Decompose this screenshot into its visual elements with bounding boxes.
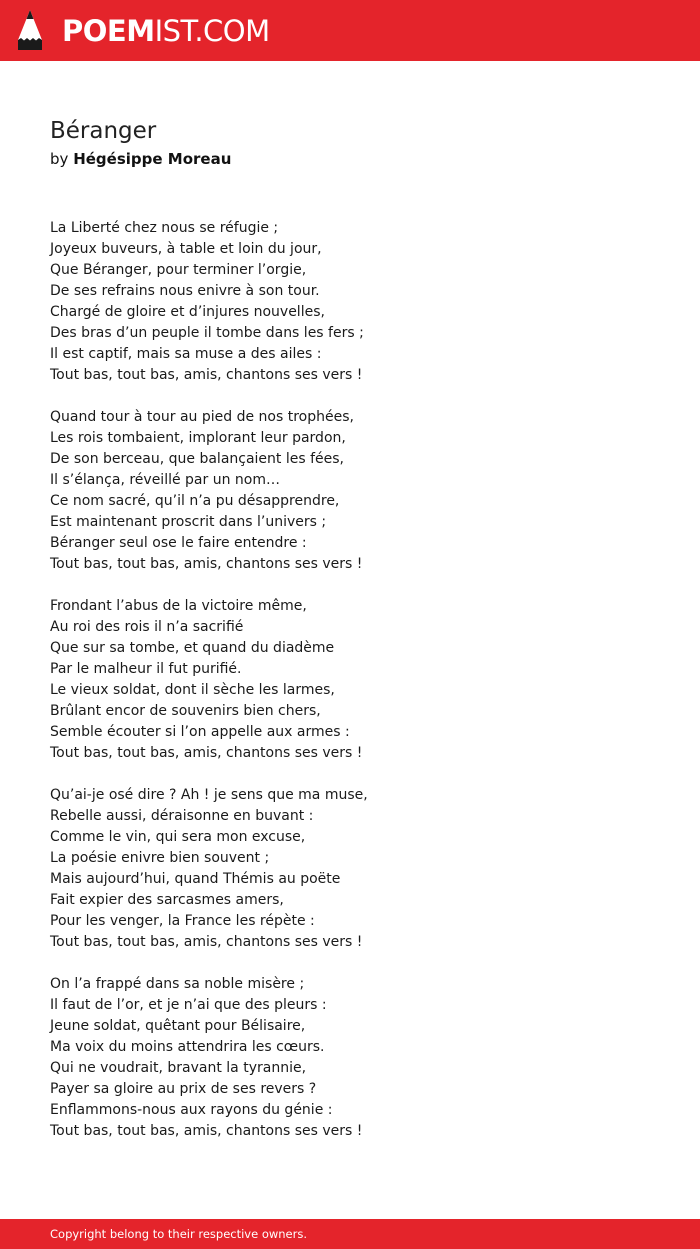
poem-line: Qu’ai-je osé dire ? Ah ! je sens que ma muse, [50, 787, 368, 803]
poem-line: Tout bas, tout bas, amis, chantons ses vers ! [50, 1123, 363, 1139]
poem-byline [50, 148, 231, 170]
poem-line: Le vieux soldat, dont il sèche les larmes, [50, 682, 335, 698]
poem-line: Ce nom sacré, qu’il n’a pu désapprendre, [50, 493, 340, 509]
poem-author: Hégésippe Moreau [73, 150, 232, 168]
poem-line: Semble écouter si l’on appelle aux armes : [50, 724, 350, 740]
stanza [50, 785, 650, 953]
poem-line: Payer sa gloire au prix de ses revers ? [50, 1081, 317, 1097]
poem-line: Tout bas, tout bas, amis, chantons ses vers ! [50, 556, 363, 572]
poem-line: Joyeux buveurs, à table et loin du jour, [50, 241, 322, 257]
poem-line: On l’a frappé dans sa noble misère ; [50, 976, 305, 992]
poem-line: Béranger seul ose le faire entendre : [50, 535, 307, 551]
poem-line: La poésie enivre bien souvent ; [50, 850, 270, 866]
poem-line: De son berceau, que balançaient les fées, [50, 451, 345, 467]
stanza [50, 407, 650, 575]
poem-line: Que Béranger, pour terminer l’orgie, [50, 262, 307, 278]
poem-line: Il s’élança, réveillé par un nom… [50, 472, 280, 488]
poem-line: Au roi des rois il n’a sacrifié [50, 619, 244, 635]
stanza [50, 974, 650, 1142]
site-header [0, 0, 700, 61]
poem-line: Brûlant encor de souvenirs bien chers, [50, 703, 321, 719]
site-logo[interactable] [62, 12, 270, 50]
stanza [50, 596, 650, 764]
copyright-text: Copyright belong to their respective owners. [50, 1227, 308, 1241]
poem-line: Quand tour à tour au pied de nos trophées, [50, 409, 354, 425]
poem-body [50, 218, 650, 1163]
poem-line: De ses refrains nous enivre à son tour. [50, 283, 320, 299]
stanza [50, 218, 650, 386]
poem-line: Fait expier des sarcasmes amers, [50, 892, 284, 908]
byline-prefix: by [50, 150, 69, 168]
poem-line: Il faut de l’or, et je n’ai que des pleurs : [50, 997, 327, 1013]
poem-line: Est maintenant proscrit dans l’univers ; [50, 514, 327, 530]
poem-line: Rebelle aussi, déraisonne en buvant : [50, 808, 314, 824]
poem-line: Que sur sa tombe, et quand du diadème [50, 640, 335, 656]
poem-line: Tout bas, tout bas, amis, chantons ses vers ! [50, 745, 363, 761]
poem-line: Tout bas, tout bas, amis, chantons ses vers ! [50, 934, 363, 950]
poem-line: Par le malheur il fut purifié. [50, 661, 242, 677]
poem-line: Qui ne voudrait, bravant la tyrannie, [50, 1060, 307, 1076]
poem-line: Mais aujourd’hui, quand Thémis au poëte [50, 871, 341, 887]
poem-line: La Liberté chez nous se réfugie ; [50, 220, 279, 236]
poem-line: Frondant l’abus de la victoire même, [50, 598, 307, 614]
poem-line: Il est captif, mais sa muse a des ailes : [50, 346, 322, 362]
poem-line: Comme le vin, qui sera mon excuse, [50, 829, 306, 845]
poem-line: Tout bas, tout bas, amis, chantons ses vers ! [50, 367, 363, 383]
logo-text-bold: POEM [62, 14, 155, 48]
poem-line: Enflammons-nous aux rayons du génie : [50, 1102, 333, 1118]
logo-text-light: IST.COM [154, 14, 270, 48]
poem-line: Des bras d’un peuple il tombe dans les fers ; [50, 325, 364, 341]
poem-title: Béranger [50, 118, 157, 144]
poem-line: Les rois tombaient, implorant leur pardon, [50, 430, 346, 446]
poem-line: Pour les venger, la France les répète : [50, 913, 315, 929]
poem-line: Jeune soldat, quêtant pour Bélisaire, [50, 1018, 306, 1034]
site-footer [0, 1219, 700, 1249]
poem-line: Ma voix du moins attendrira les cœurs. [50, 1039, 325, 1055]
pencil-tip-icon [17, 9, 43, 51]
poem-line: Chargé de gloire et d’injures nouvelles, [50, 304, 325, 320]
